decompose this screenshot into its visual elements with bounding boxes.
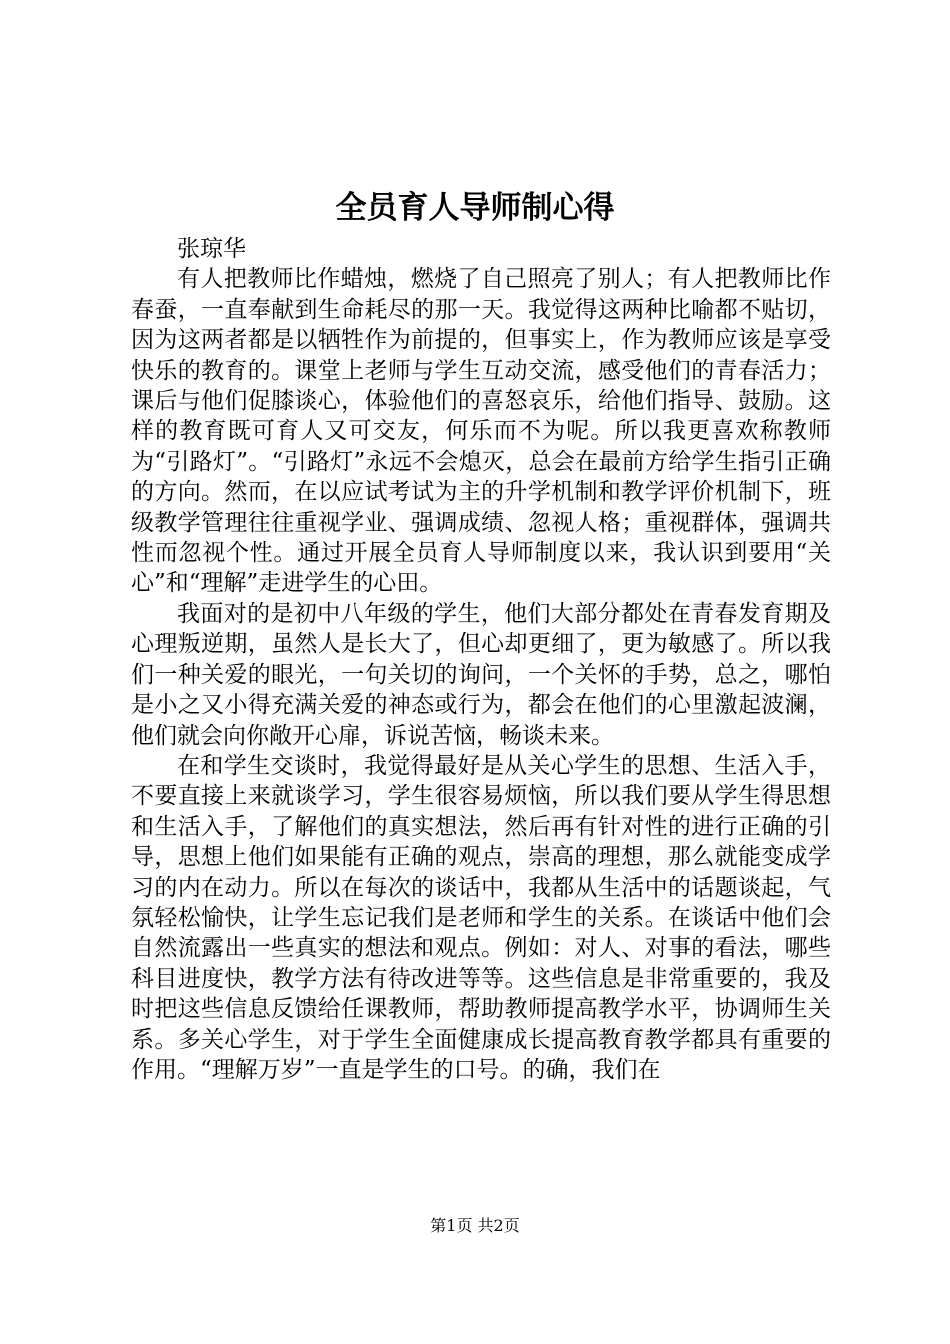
author-name: 张琼华 [177,236,246,262]
paragraph-1: 有人把教师比作蜡烛，燃烧了自己照亮了别人；有人把教师比作春蚕，一直奉献到生命耗尽的那一天。我觉得这两种比喻都不贴切，因为这两者都是以牺牲作为前提的，但事实上，作为教师应该是享受快乐的教育的。课堂上老师与学生互动交流，感受他们的青春活力；课后与他们促膝谈心，体验他们的喜怒哀乐，给他们指导、鼓励。这样的教育既可育人又可交友，何乐而不为呢。所以我更喜欢称教师为“引路灯”。“引路灯”永远不会熄灭，总会在最前方给学生指引正确的方向。然而，在以应试考试为主的升学机制和教学评价机制下，班级教学管理往往重视学业、强调成绩、忽视人格；重视群体，强调共性而忽视个性。通过开展全员育人导师制度以来，我认识到要用“关心”和“理解”走进学生的心田。 [131,266,831,597]
document-body [131,234,831,1085]
page-number-footer: 第1页 共2页 [430,1216,520,1235]
paragraph-3: 在和学生交谈时，我觉得最好是从关心学生的思想、生活入手，不要直接上来就谈学习，学生很容易烦恼，所以我们要从学生得思想和生活入手，了解他们的真实想法，然后再有针对性的进行正确的引导，思想上他们如果能有正确的观点，崇高的理想，那么就能变成学习的内在动力。所以在每次的谈话中，我都从生活中的话题谈起，气氛轻松愉快，让学生忘记我们是老师和学生的关系。在谈话中他们会自然流露出一些真实的想法和观点。例如：对人、对事的看法，哪些科目进度快，教学方法有待改进等等。这些信息是非常重要的，我及时把这些信息反馈给任课教师，帮助教师提高教学水平，协调师生关系。多关心学生，对于学生全面健康成长提高教育教学都具有重要的作用。“理解万岁”一直是学生的口号。的确，我们在 [131,752,831,1083]
document-title: 全员育人导师制心得 [335,190,615,226]
paragraph-2: 我面对的是初中八年级的学生，他们大部分都处在青春发育期及心理叛逆期，虽然人是长大了，但心却更细了，更为敏感了。所以我们一种关爱的眼光，一句关切的询问，一个关怀的手势，总之，哪怕是小之又小得充满关爱的神态或行为，都会在他们的心里激起波澜，他们就会向你敞开心扉，诉说苦恼，畅谈未来。 [131,600,831,749]
